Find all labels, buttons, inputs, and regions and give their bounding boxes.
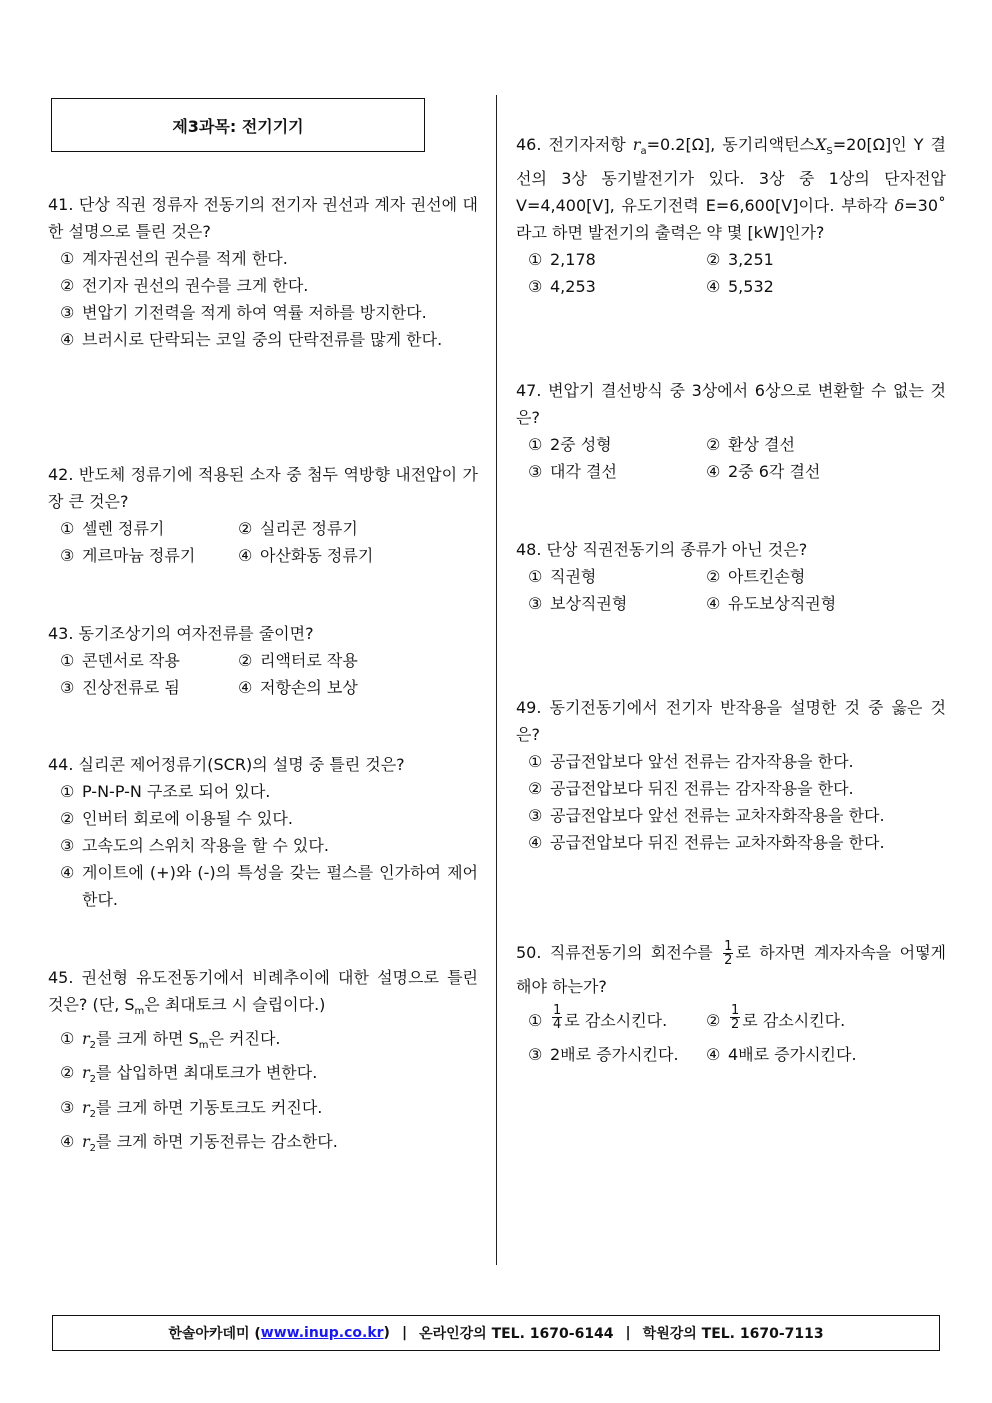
option-text: 계자권선의 권수를 적게 한다. [82, 249, 288, 268]
option-text: 대각 결선 [550, 462, 617, 481]
option-number: ③ [528, 462, 543, 481]
option-text: 공급전압보다 앞선 전류는 교차자화작용을 한다. [550, 806, 885, 825]
option-row [516, 246, 946, 273]
option-3 [48, 832, 478, 859]
stem-text: 46. 전기자저항 [516, 135, 633, 154]
option-row [516, 1038, 946, 1072]
option-number: ③ [528, 1045, 543, 1064]
question-stem: 41. 단상 직권 정류자 전동기의 전기자 권선과 계자 권선에 대한 설명으로 틀린 것은? [48, 195, 478, 241]
option-number: ④ [706, 462, 721, 481]
option-number: ④ [60, 330, 75, 349]
option-3 [528, 458, 706, 485]
option-4 [238, 674, 358, 701]
option-1 [60, 515, 238, 542]
option-text: 로 감소시킨다. [564, 1011, 668, 1030]
option-number: ② [60, 1063, 75, 1083]
option-number: ① [60, 1029, 75, 1049]
stem-text: 로 하자면 계자자속을 어떻게 해야 하는가? [516, 943, 946, 996]
option-3 [48, 1094, 478, 1128]
option-text: 게르마늄 정류기 [82, 546, 196, 565]
fraction [723, 940, 733, 967]
text-part: 은 커진다. [208, 1029, 281, 1049]
question-stem: 44. 실리콘 제어정류기(SCR)의 설명 중 틀린 것은? [48, 755, 405, 774]
option-3 [516, 802, 946, 829]
option-text: 콘덴서로 작용 [82, 651, 180, 670]
option-text: 2배로 증가시킨다. [550, 1045, 679, 1064]
option-number: ② [706, 435, 721, 454]
question-stem [516, 131, 946, 246]
option-2 [48, 272, 478, 299]
variable-delta: δ [894, 196, 905, 216]
option-number: ① [60, 249, 75, 268]
variable-r: r [82, 1097, 90, 1117]
option-text: 2중 6각 결선 [728, 462, 821, 481]
option-row [516, 458, 946, 485]
option-text: 로 감소시킨다. [742, 1011, 846, 1030]
question-stem: 42. 반도체 정류기에 적용된 소자 중 첨두 역방향 내전압이 가장 큰 것은? [48, 465, 478, 511]
variable-r: r [82, 1131, 90, 1151]
option-number: ④ [706, 1045, 721, 1064]
option-number: ③ [60, 546, 75, 565]
question-50 [516, 936, 946, 1072]
option-number: ③ [60, 836, 75, 855]
option-4 [706, 458, 820, 485]
subscript: S [826, 146, 833, 158]
footer-website-link[interactable]: www.inup.co.kr [260, 1325, 384, 1341]
option-number: ④ [238, 678, 253, 697]
option-number: ① [528, 435, 543, 454]
option-number: ③ [528, 594, 543, 613]
subscript: 2 [89, 1040, 97, 1052]
option-number: ③ [60, 303, 75, 322]
subscript: 2 [89, 1074, 97, 1086]
option-3 [528, 273, 706, 300]
question-49 [516, 694, 946, 856]
option-number: ① [528, 752, 543, 771]
fraction [730, 1004, 740, 1038]
option-text: 실리콘 정류기 [260, 519, 358, 538]
option-text: 리액터로 작용 [260, 651, 358, 670]
option-number: ② [238, 651, 253, 670]
question-stem: 48. 단상 직권전동기의 종류가 아닌 것은? [516, 540, 808, 559]
footer-paren: ) [383, 1325, 390, 1341]
question-stem: 43. 동기조상기의 여자전류를 줄이면? [48, 624, 314, 643]
option-text: 보상직권형 [550, 594, 628, 613]
question-48 [516, 536, 946, 617]
text-part: 를 크게 하면 기동전류는 감소한다. [96, 1131, 338, 1151]
question-44 [48, 751, 478, 913]
option-text: 전기자 권선의 권수를 크게 한다. [82, 276, 309, 295]
option-text: 변압기 기전력을 적게 하여 역률 저하를 방지한다. [82, 303, 427, 322]
option-text: 저항손의 보상 [260, 678, 358, 697]
option-2 [516, 775, 946, 802]
section-title: 제3과목: 전기기기 [51, 98, 425, 152]
option-number: ② [706, 250, 721, 270]
option-number: ③ [528, 277, 543, 297]
option-text [82, 1025, 478, 1059]
variable-xs: X [815, 135, 827, 154]
option-number: ① [60, 782, 75, 801]
option-4 [706, 273, 774, 300]
option-row [516, 563, 946, 590]
option-number: ① [528, 1011, 543, 1030]
option-3 [528, 1038, 706, 1072]
option-text: 환상 결선 [728, 435, 795, 454]
question-46 [516, 131, 946, 300]
option-number: ① [528, 250, 543, 270]
footer-online-tel: 온라인강의 TEL. 1670-6144 [419, 1326, 614, 1342]
option-row [48, 542, 478, 569]
option-2 [706, 1004, 845, 1038]
option-text: 5,532 [728, 277, 774, 297]
option-text: 2,178 [550, 250, 596, 270]
option-row [516, 273, 946, 300]
text-part: 를 삽입하면 최대토크가 변한다. [96, 1063, 318, 1083]
option-1 [516, 748, 946, 775]
option-row [516, 431, 946, 458]
option-4 [238, 542, 373, 569]
option-number: ③ [528, 806, 543, 825]
fraction-numerator: 1 [553, 1003, 562, 1018]
subscript: m [198, 1040, 209, 1052]
question-45 [48, 964, 478, 1162]
question-stem [516, 936, 946, 1004]
option-2 [238, 647, 358, 674]
footer-separator: | [401, 1325, 408, 1341]
fraction-numerator: 1 [731, 1003, 740, 1018]
option-1 [528, 563, 706, 590]
option-text [82, 1128, 478, 1162]
option-number: ④ [528, 833, 543, 852]
fraction-numerator: 1 [724, 939, 733, 954]
option-text: 브러시로 단락되는 코일 중의 단락전류를 많게 한다. [82, 330, 443, 349]
variable-r: r [82, 1029, 90, 1049]
question-stem: 49. 동기전동기에서 전기자 반작용을 설명한 것 중 옳은 것은? [516, 698, 946, 744]
option-number: ④ [238, 546, 253, 565]
option-1 [48, 245, 478, 272]
option-1 [48, 778, 478, 805]
option-2 [706, 246, 774, 273]
option-4 [516, 829, 946, 856]
option-text: 인버터 회로에 이용될 수 있다. [82, 809, 293, 828]
question-43 [48, 620, 478, 701]
option-number: ① [60, 519, 75, 538]
option-text: 아트킨손형 [728, 567, 806, 586]
fraction-denominator: 2 [724, 953, 733, 968]
stem-text: 50. 직류전동기의 회전수를 [516, 943, 722, 962]
option-number: ② [60, 809, 75, 828]
stem-text: 은 최대토크 시 슬립이다.) [144, 995, 326, 1014]
option-2 [238, 515, 358, 542]
option-number: ② [238, 519, 253, 538]
stem-text: 45. 권선형 유도전동기에서 비례추이에 대한 설명으로 틀린 것은? (단, S [48, 968, 478, 1014]
stem-text: =30˚라고 하면 발전기의 출력은 약 몇 [kW]인가? [516, 196, 946, 243]
option-text: 진상전류로 됨 [82, 678, 180, 697]
option-text: 3,251 [728, 250, 774, 270]
text-part: 를 크게 하면 기동토크도 커진다. [96, 1097, 323, 1117]
question-stem [48, 964, 478, 1025]
option-number: ④ [60, 1131, 75, 1151]
question-41 [48, 191, 478, 353]
option-3 [60, 542, 238, 569]
option-2 [706, 563, 805, 590]
option-text: 게이트에 (+)와 (-)의 특성을 갖는 펄스를 인가하여 제어한다. [82, 863, 478, 909]
option-text: P-N-P-N 구조로 되어 있다. [82, 782, 271, 801]
option-number: ② [706, 1011, 721, 1030]
option-text [82, 1059, 478, 1093]
option-3 [48, 299, 478, 326]
option-number: ③ [60, 1097, 75, 1117]
option-text [82, 1094, 478, 1128]
option-3 [60, 674, 238, 701]
option-text: 유도보상직권형 [728, 594, 837, 613]
option-text: 고속도의 스위치 작용을 할 수 있다. [82, 836, 329, 855]
subscript: 2 [89, 1142, 97, 1154]
question-stem: 47. 변압기 결선방식 중 3상에서 6상으로 변환할 수 없는 것은? [516, 381, 946, 427]
option-row [48, 647, 478, 674]
option-1 [48, 1025, 478, 1059]
option-text: 공급전압보다 뒤진 전류는 감자작용을 한다. [550, 779, 854, 798]
variable-r: r [82, 1063, 90, 1083]
option-3 [528, 590, 706, 617]
option-text: 셀렌 정류기 [82, 519, 165, 538]
option-4 [706, 1038, 857, 1072]
option-row [48, 674, 478, 701]
option-text: 아산화동 정류기 [260, 546, 374, 565]
option-text: 공급전압보다 앞선 전류는 감자작용을 한다. [550, 752, 854, 771]
option-number: ④ [706, 277, 721, 297]
option-2 [48, 1059, 478, 1093]
fraction-denominator: 2 [731, 1017, 740, 1032]
option-number: ① [528, 567, 543, 586]
variable-ra: r [632, 135, 641, 154]
option-row [516, 590, 946, 617]
option-number: ② [528, 779, 543, 798]
question-47 [516, 377, 946, 485]
option-1 [528, 1004, 706, 1038]
option-2 [48, 805, 478, 832]
option-number: ① [60, 651, 75, 670]
option-row [516, 1004, 946, 1038]
question-42 [48, 461, 478, 569]
option-number: ③ [60, 678, 75, 697]
footer-separator: | [625, 1325, 631, 1341]
option-4 [48, 326, 478, 353]
fraction [552, 1004, 562, 1038]
option-text: 공급전압보다 뒤진 전류는 교차자화작용을 한다. [550, 833, 885, 852]
subscript: m [134, 1006, 145, 1018]
option-4 [48, 1128, 478, 1162]
option-number: ④ [706, 594, 721, 613]
option-1 [528, 246, 706, 273]
option-4 [48, 859, 478, 913]
option-1 [60, 647, 238, 674]
option-text: 2중 성형 [550, 435, 612, 454]
column-divider [496, 95, 497, 1265]
option-4 [706, 590, 836, 617]
stem-text: =0.2[Ω], 동기리액턴스 [646, 135, 816, 154]
stem-text: =20[Ω]인 Y 결선의 3상 동기발전기가 있다. 3상 중 1상의 단자전압 V=4,400[V], 유도기전력 E=6,600[V]이다. 부하각 [516, 135, 946, 216]
option-text: 4,253 [550, 277, 596, 297]
option-2 [706, 431, 795, 458]
option-row [48, 515, 478, 542]
footer [52, 1315, 940, 1351]
option-number: ② [60, 276, 75, 295]
footer-academy-name: 한솔아카데미 ( [168, 1326, 261, 1342]
option-1 [528, 431, 706, 458]
option-text: 직권형 [550, 567, 597, 586]
fraction-denominator: 4 [553, 1017, 562, 1032]
subscript: a [640, 146, 647, 158]
option-number: ④ [60, 863, 75, 882]
option-number: ② [706, 567, 721, 586]
text-part: 를 크게 하면 S [96, 1029, 199, 1049]
subscript: 2 [89, 1108, 97, 1120]
footer-offline-tel: 학원강의 TEL. 1670-7113 [642, 1326, 824, 1342]
option-text: 4배로 증가시킨다. [728, 1045, 857, 1064]
